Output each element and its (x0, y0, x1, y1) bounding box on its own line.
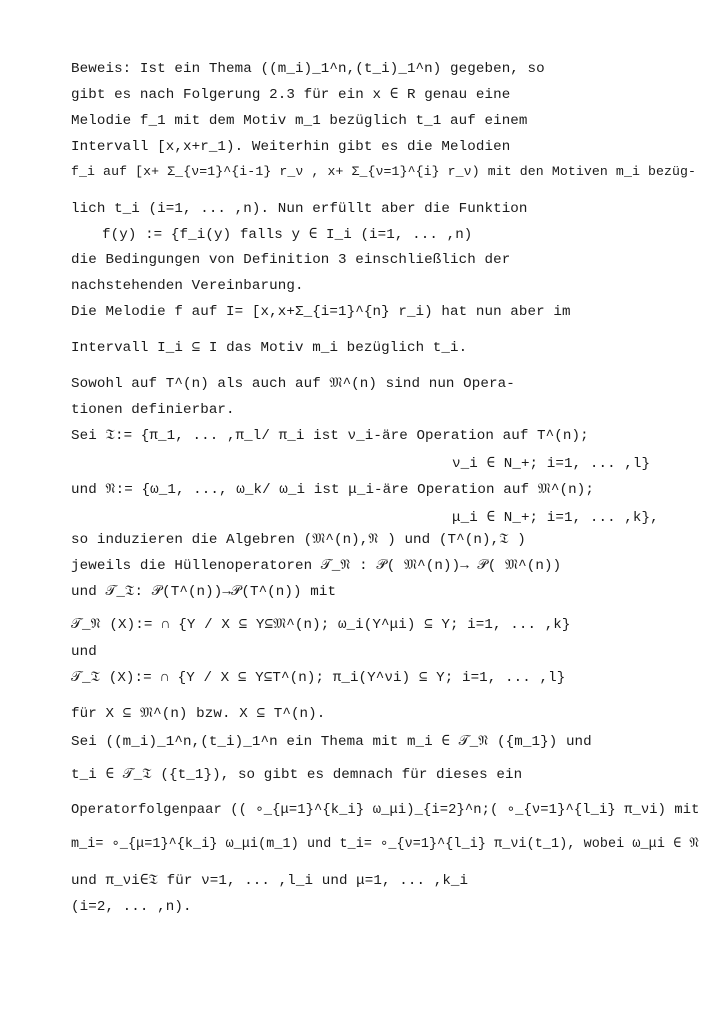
text-line: und (71, 644, 97, 660)
text-line: Melodie f_1 mit dem Motiv m_1 bezüglich t_1 auf einem (71, 113, 528, 129)
text-line: gibt es nach Folgerung 2.3 für ein x ∈ R genau eine (71, 87, 511, 103)
text-line: Intervall [x,x+r_1). Weiterhin gibt es die Melodien (71, 139, 511, 155)
text-line: (i=2, ... ,n). (71, 899, 192, 915)
text-line: μ_i ∈ N_+; i=1, ... ,k}, (452, 510, 659, 526)
text-line: f(y) := {f_i(y) falls y ∈ I_i (i=1, ... ,n) (102, 227, 473, 243)
text-line: tionen definierbar. (71, 402, 235, 418)
text-line: 𝒯_𝔗 (X):= ∩ {Y / X ⊆ Y⊆T^(n); π_i(Y^νi) ⊆ Y; i=1, ... ,l} (71, 670, 566, 686)
text-line: Sowohl auf T^(n) als auch auf 𝔐^(n) sind nun Opera- (71, 376, 515, 392)
text-line: m_i= ∘_{μ=1}^{k_i} ω_μi(m_1) und t_i= ∘_{ν=1}^{l_i} π_νi(t_1), wobei ω_μi ∈ 𝔑 (71, 837, 700, 852)
text-line: Beweis: Ist ein Thema ((m_i)_1^n,(t_i)_1^n) gegeben, so (71, 61, 545, 77)
text-line: und π_νi∈𝔗 für ν=1, ... ,l_i und μ=1, ... ,k_i (71, 873, 469, 889)
text-line: Intervall I_i ⊆ I das Motiv m_i bezüglich t_i. (71, 340, 468, 356)
text-line: die Bedingungen von Definition 3 einschließlich der (71, 252, 511, 268)
text-line: f_i auf [x+ Σ_{ν=1}^{i-1} r_ν , x+ Σ_{ν=1}^{i} r_ν) mit den Motiven m_i bezüg- (71, 164, 697, 179)
text-line: nachstehenden Vereinbarung. (71, 278, 304, 294)
text-line: t_i ∈ 𝒯_𝔗 ({t_1}), so gibt es demnach für dieses ein (71, 767, 523, 783)
text-line: Sei 𝔗:= {π_1, ... ,π_l/ π_i ist ν_i-äre Operation auf T^(n); (71, 428, 589, 444)
text-line: Sei ((m_i)_1^n,(t_i)_1^n ein Thema mit m_i ∈ 𝒯_𝔑 ({m_1}) und (71, 734, 592, 750)
text-line: Operatorfolgenpaar (( ∘_{μ=1}^{k_i} ω_μi)_{i=2}^n;( ∘_{ν=1}^{l_i} π_νi) mit (71, 803, 700, 818)
text-line: 𝒯_𝔑 (X):= ∩ {Y / X ⊆ Y⊆𝔐^(n); ω_i(Y^μi) ⊆ Y; i=1, ... ,k} (71, 617, 571, 633)
text-line: Die Melodie f auf I= [x,x+Σ_{i=1}^{n} r_i) hat nun aber im (71, 304, 571, 320)
text-line: jeweils die Hüllenoperatoren 𝒯_𝔑 : 𝒫( 𝔐^(n))→ 𝒫( 𝔐^(n)) (71, 558, 562, 574)
text-line: und 𝔑:= {ω_1, ..., ω_k/ ω_i ist μ_i-äre Operation auf 𝔐^(n); (71, 482, 594, 498)
text-line: ν_i ∈ N_+; i=1, ... ,l} (452, 456, 651, 472)
text-line: so induzieren die Algebren (𝔐^(n),𝔑 ) und (T^(n),𝔗 ) (71, 532, 526, 548)
text-line: für X ⊆ 𝔐^(n) bzw. X ⊆ T^(n). (71, 706, 326, 722)
text-line: lich t_i (i=1, ... ,n). Nun erfüllt aber die Funktion (71, 201, 528, 217)
text-line: und 𝒯_𝔗: 𝒫(T^(n))→𝒫(T^(n)) mit (71, 584, 337, 600)
